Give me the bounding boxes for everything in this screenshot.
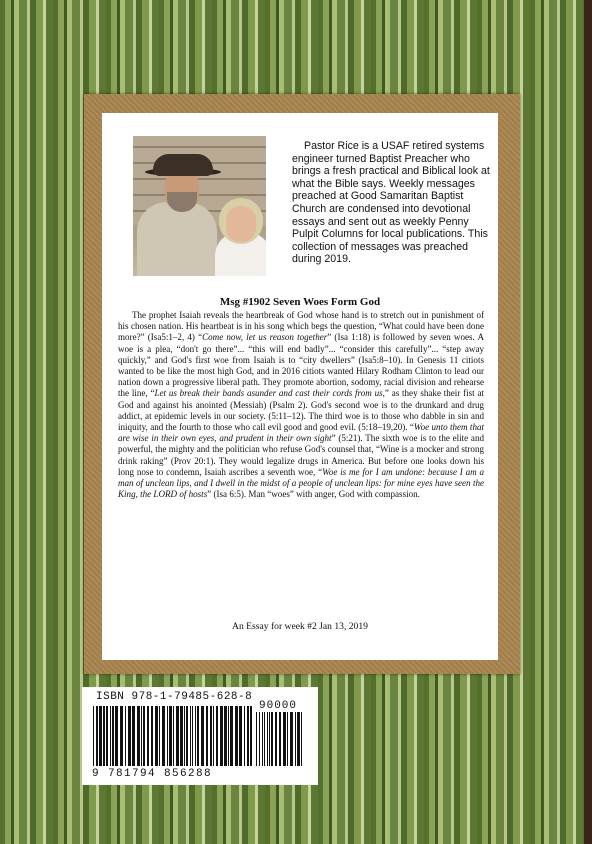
essay-quote: Come now, let us reason together — [202, 332, 328, 343]
barcode-bar — [180, 706, 183, 766]
barcode-bar — [224, 706, 227, 766]
barcode-bar — [301, 712, 302, 766]
barcode-bar — [235, 706, 238, 766]
barcode-bar — [256, 712, 257, 766]
barcode-bar — [192, 706, 193, 766]
barcode-bar — [195, 706, 196, 766]
barcode-bar — [159, 706, 160, 766]
ean-barcode — [93, 706, 253, 766]
essay-text: ” (Isa 6:5). Man “woes” with anger, God with compassion. — [207, 489, 420, 500]
barcode-bar — [250, 706, 252, 766]
barcode-bar — [213, 706, 214, 766]
essay-text: ” (Isa 1:18) is followed by seven woes. A woe is a plea, “don't go there”... “this will end badly”... “consider this carefully”... “step away quickly,” and God's first woe from Isaiah is to “city dwellers” (Isa5:8–10). In Genesis 11 citiots wanted to be like the most high God, and in 2016 citiots wanted Hilary Rodham Clinton to lead our nation down a progressive liberal path. They promote abortion, sodomy, racial division and rehearse the line, “ — [118, 332, 484, 399]
barcode-bar — [115, 706, 118, 766]
addon-barcode — [256, 712, 304, 766]
isbn-text: ISBN 978-1-79485-628-8 — [96, 691, 253, 703]
barcode-bar — [216, 706, 218, 766]
barcode-bar — [132, 706, 135, 766]
barcode-bar — [167, 706, 168, 766]
barcode-bar — [206, 706, 208, 766]
barcode-bar — [128, 706, 131, 766]
barcode-bar — [141, 706, 142, 766]
barcode-bar — [297, 712, 300, 766]
barcode-bar — [230, 706, 233, 766]
barcode-bar — [173, 706, 174, 766]
barcode-bar — [290, 712, 293, 766]
barcode-bar — [247, 706, 249, 766]
spine-edge — [584, 0, 592, 844]
barcode-bar — [275, 712, 277, 766]
essay-text: ” (5:21). The sixth woe is to the elite and powerful, the mighty and the politician who refuse God's counsel that, “Wine is a mocker and strong drink raking” (Prov 20:1). They would legalize drugs in America. But before one looks down his long nose to condemn, Isaiah ascribes a seventh woe, “ — [118, 433, 484, 477]
barcode-bar — [295, 712, 296, 766]
barcode-bar — [106, 706, 108, 766]
essay-body — [118, 310, 484, 500]
barcode-bar — [125, 706, 126, 766]
barcode-bar — [120, 706, 123, 766]
barcode-bar — [162, 706, 165, 766]
barcode-bar — [186, 706, 188, 766]
barcode-bar — [112, 706, 114, 766]
barcode-bar — [210, 706, 212, 766]
barcode-bar — [287, 712, 288, 766]
barcode-bar — [259, 712, 260, 766]
barcode-bar — [176, 706, 179, 766]
barcode-bar — [269, 712, 270, 766]
barcode-bar — [151, 706, 153, 766]
essay-text: ” as they shake their fist at God and against his anointed (Messiah) (Psalm 2). God's second woe is to the drunkard and drug addict, at epidemic levels in our society. (5:11–12). The third woe is to those who dabble in sin and iniquity, and the fourth to those who call evil good and good evil. (5:18–19,20). “ — [118, 388, 484, 433]
barcode-bar — [283, 712, 286, 766]
essay-title: Msg #1902 Seven Woes Form God — [219, 296, 381, 308]
barcode-bar — [137, 706, 140, 766]
barcode-bar — [271, 712, 273, 766]
addon-digits: 90000 — [259, 700, 298, 712]
barcode-bar — [184, 706, 185, 766]
essay-quote: Let us break their bands asunder and cast their cords from us, — [154, 388, 385, 399]
barcode-bar — [147, 706, 149, 766]
barcode-bar — [190, 706, 191, 766]
barcode-bar — [264, 712, 265, 766]
barcode-bar — [96, 706, 98, 766]
essay-footer: An Essay for week #2 Jan 13, 2019 — [232, 621, 368, 632]
barcode-bar — [93, 706, 94, 766]
barcode-bar — [169, 706, 172, 766]
ean-digits: 9 781794 856288 — [92, 768, 213, 780]
barcode-bar — [103, 706, 105, 766]
barcode-bar — [239, 706, 242, 766]
barcode-bar — [244, 706, 245, 766]
barcode-bar — [267, 712, 268, 766]
barcode-bar — [110, 706, 111, 766]
author-bio: Pastor Rice is a USAF retired systems engineer turned Baptist Preacher who brings a fresh practical and Biblical look at what the Bible says. Weekly messages preached at Good Samaritan Baptist Church are condensed into devotional essays and sent out as weekly Penny Pulpit Columns for local publications. This collection of messages was preached during 2019. — [292, 140, 490, 266]
barcode-bar — [228, 706, 229, 766]
barcode-bar — [99, 706, 102, 766]
barcode-bar — [262, 712, 263, 766]
barcode-bar — [201, 706, 204, 766]
barcode-bar — [279, 712, 281, 766]
essay-quote: Woe is me for I am undone: because I am a man of unclean lips, and I dwell in the midst of a people of unclean lips: for mine eyes have seen the King, the LORD of hosts — [118, 466, 484, 500]
author-photo — [133, 136, 266, 276]
essay-text: The prophet Isaiah reveals the heartbreak of God whose hand is to stretch out in punishment of his chosen nation. His heartbeat is in his song which begs the question, “What could have been done more?” (Isa5:1–2, 4) “ — [118, 310, 484, 343]
barcode-bar — [220, 706, 223, 766]
barcode-bar — [197, 706, 199, 766]
essay-quote: Woe unto them that are wise in their own eyes, and prudent in their own sight — [118, 422, 485, 444]
barcode-bar — [143, 706, 145, 766]
barcode-bar — [155, 706, 158, 766]
